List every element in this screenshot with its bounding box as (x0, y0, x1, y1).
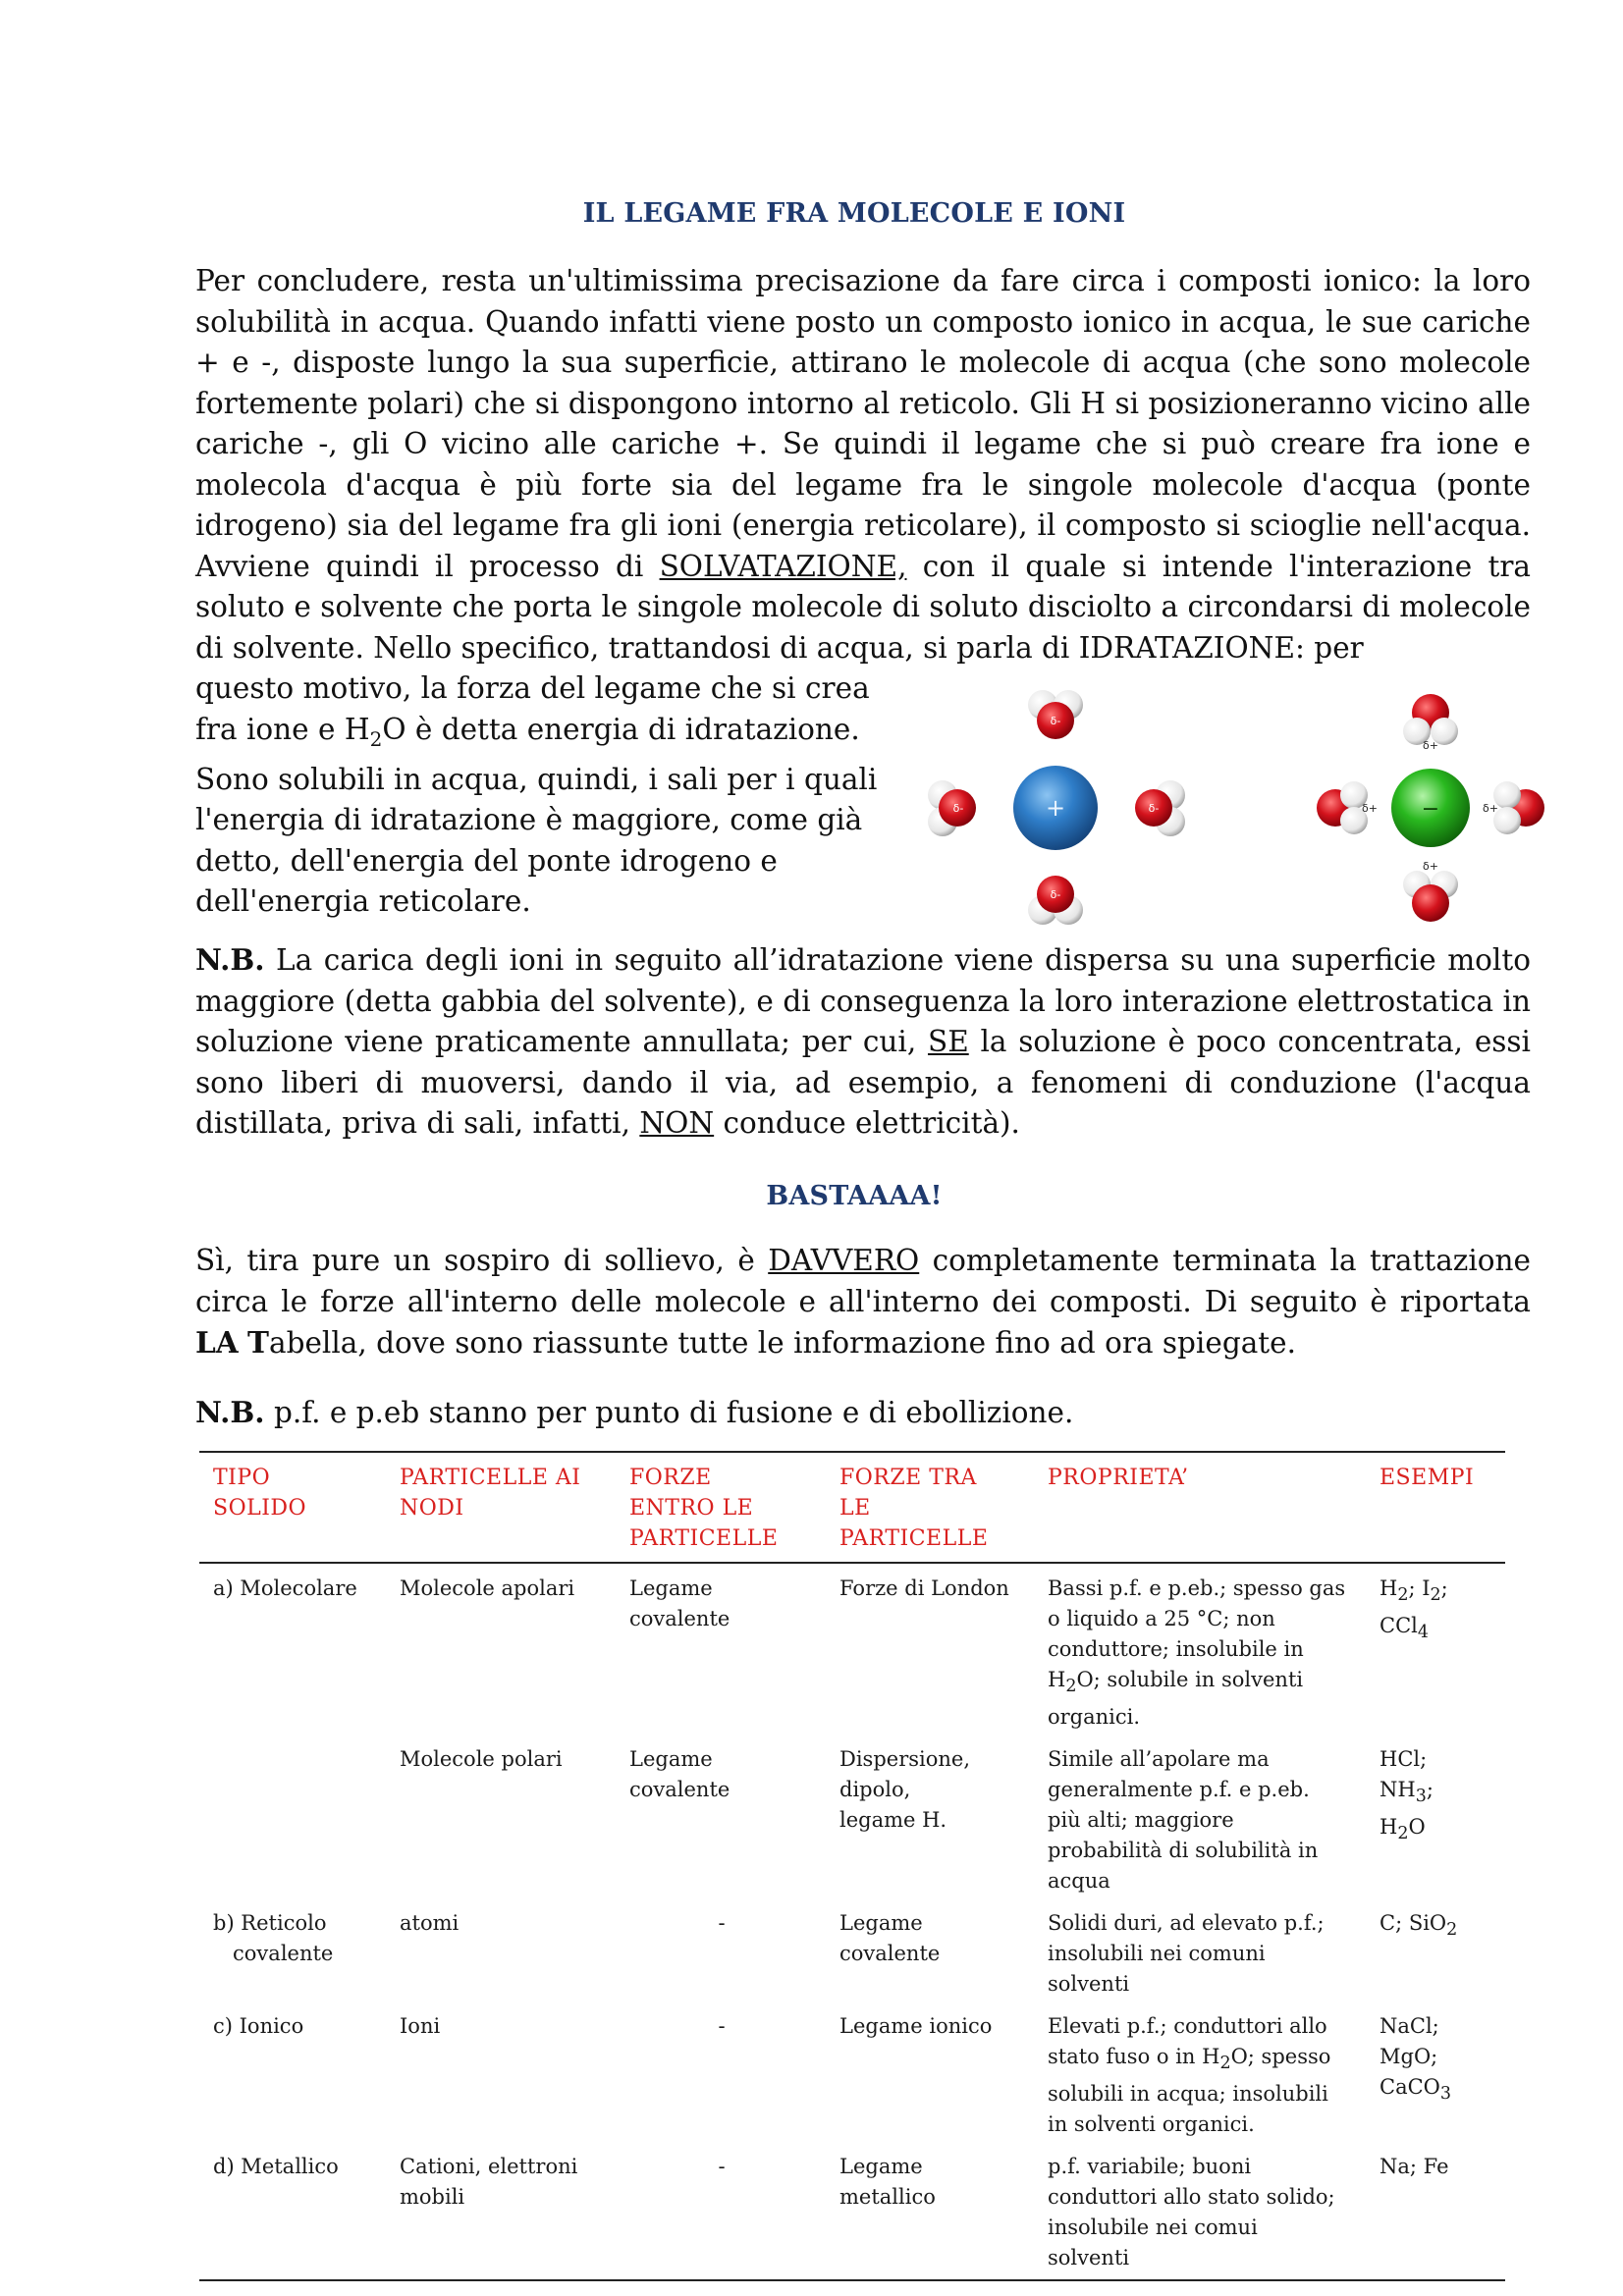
se-term: SE (927, 1025, 969, 1058)
cell-forze-tra: Dispersione, dipolo, legame H. (839, 1747, 971, 1833)
cation-hydration (928, 690, 1185, 925)
cell-forze-entro: - (616, 2146, 826, 2280)
subscript: 2 (369, 726, 383, 751)
nb-paragraph-1 (195, 939, 1531, 1145)
water-molecule-bottom (1403, 860, 1458, 922)
tabella-initial: T (247, 1325, 269, 1360)
cation-sign: + (1045, 794, 1066, 822)
table-row (199, 2005, 1505, 2146)
header-esempi: ESEMPI (1366, 1452, 1505, 1563)
cell-proprieta: p.f. variabile; buoni conduttori allo stato solido; insolubile nei comui solventi (1034, 2146, 1366, 2280)
cell-proprieta: Elevati p.f.; conduttori allo stato fuso o in $H_2O$; spesso solubili in acqua; insolubili in solventi organici. (1048, 2014, 1331, 2137)
nb2-text: p.f. e p.eb stanno per punto di fusione e di ebollizione. (264, 1396, 1074, 1429)
table-row (199, 1738, 1505, 1902)
cell-esempi: $H_2$; $I_2$; CCl$_4$ (1380, 1576, 1448, 1643)
cell-particelle: Cationi, elettroni mobili (386, 2146, 616, 2280)
davvero-term: DAVVERO (768, 1244, 920, 1277)
cell-esempi: C; SiO$_2$ (1380, 1911, 1458, 1941)
basta-heading: BASTAAAA! (766, 1181, 943, 1211)
la-term: LA (195, 1325, 239, 1360)
solvatazione-term: SOLVATAZIONE, (659, 549, 907, 583)
cell-tipo: c) Ionico (213, 2014, 304, 2039)
delta-plus-label: δ+ (1362, 802, 1378, 815)
delta-plus-label: δ+ (1423, 860, 1438, 873)
table-row (199, 1563, 1505, 1738)
closing-text-1: Sì, tira pure un sospiro di sollievo, è (195, 1244, 769, 1277)
cell-particelle: atomi (400, 1911, 460, 1936)
cell-esempi: HCl; $NH_3$; $H_2O$ (1380, 1747, 1434, 1844)
water-molecule-top (1028, 690, 1083, 739)
hydration-line-2b: O è detta energia di idratazione. (382, 712, 860, 746)
cell-tipo: a) Molecolare (213, 1576, 357, 1600)
solids-table (199, 1451, 1505, 2281)
nb1-text-1: La carica degli ioni in seguito all’idratazione viene dispersa su una superficie molto maggiore (detta gabbia del solvente), e di conseguenza la loro interazione elettrostatica in soluzione viene praticamente annullata; per cui, (195, 943, 1531, 1058)
closing-text-2: completamente terminata la trattazione circa le forze all'interno delle molecole e all'interno dei composti. Di seguito è riportata (195, 1244, 1532, 1318)
header-tipo: TIPO SOLIDO (199, 1452, 386, 1563)
hydration-diagram (913, 677, 1561, 942)
cell-forze-tra: Legame covalente (839, 1911, 941, 1966)
non-term: NON (639, 1106, 715, 1140)
delta-minus-label: δ- (1050, 888, 1061, 901)
cell-tipo (199, 1738, 386, 1902)
cell-forze-entro: - (718, 2014, 726, 2039)
delta-plus-label: δ+ (1483, 802, 1498, 815)
cell-forze-tra: Legame metallico (826, 2146, 1034, 2280)
header-forze-tra: FORZE TRA LE PARTICELLE (826, 1452, 1034, 1563)
hydration-line-6: dell'energia reticolare. (195, 884, 531, 919)
nb1-text-3: conduce elettricità). (714, 1106, 1020, 1140)
nb1-text-2: la soluzione è poco concentrata, essi sono liberi di muoversi, dando il via, ad esempio, a fenomeni di conduzione (l'acqua distillata, priva di sali, infatti, (195, 1025, 1531, 1140)
delta-plus-label: δ+ (1423, 739, 1438, 752)
hydration-line-4: l'energia di idratazione è maggiore, come già (195, 803, 863, 837)
table-row (199, 2146, 1505, 2280)
cell-forze-tra: Legame ionico (839, 2014, 993, 2039)
delta-minus-label: δ- (952, 802, 964, 815)
cell-tipo: b) Reticolo covalente (213, 1911, 334, 1966)
cell-forze-entro: - (718, 1911, 726, 1936)
nb-label: N.B. (195, 942, 265, 977)
water-molecule-right (1135, 780, 1185, 836)
hydration-line-2 (195, 710, 902, 760)
anion-hydration (1317, 694, 1544, 922)
header-forze-entro: FORZE ENTRO LE PARTICELLE (616, 1452, 826, 1563)
header-proprieta: PROPRIETA’ (1034, 1452, 1366, 1563)
cell-particelle: Molecole apolari (400, 1576, 575, 1600)
water-molecule-right (1483, 781, 1544, 834)
hydration-line-1: questo motivo, la forza del legame che si crea (195, 671, 870, 705)
intro-text-2: con il quale si intende l'interazione tra soluto e solvente che porta le singole molecole di soluto disciolto a circondarsi di molecole di solvente. Nello specifico, trattandosi di acqua, si parla di IDRATAZIONE: per (195, 549, 1532, 665)
cell-esempi: NaCl; MgO; CaCO$_3$ (1380, 2014, 1452, 2105)
cell-tipo: d) Metallico (199, 2146, 386, 2280)
intro-paragraph (195, 261, 1531, 668)
table-row (199, 1902, 1505, 2005)
cell-particelle: Molecole polari (400, 1747, 563, 1772)
nb-label: N.B. (195, 1395, 265, 1429)
water-molecule-left (928, 780, 976, 836)
cell-esempi: Na; Fe (1366, 2146, 1505, 2280)
cell-forze-entro: Legame covalente (629, 1747, 730, 1802)
cell-forze-tra: Forze di London (839, 1576, 1009, 1600)
water-molecule-bottom (1028, 876, 1083, 925)
page-title: IL LEGAME FRA MOLECOLE E IONI (582, 198, 1126, 229)
cell-proprieta: Bassi p.f. e p.eb.; spesso gas o liquido a 25 °C; non conduttore; insolubile in $H_2O$; solubile in solventi organici. (1048, 1576, 1346, 1730)
cell-particelle: Ioni (400, 2014, 441, 2039)
delta-minus-label: δ- (1148, 802, 1160, 815)
hydration-line-2a: fra ione e H (195, 712, 370, 746)
nb-paragraph-2 (195, 1392, 1531, 1434)
table-header-row (199, 1452, 1505, 1563)
water-molecule-top (1403, 694, 1458, 752)
hydration-line-3: Sono solubili in acqua, quindi, i sali per i quali (195, 762, 878, 796)
hydration-text (195, 668, 902, 923)
cell-proprieta: Solidi duri, ad elevato p.f.; insolubili nei comuni solventi (1048, 1911, 1325, 1997)
anion-sign: − (1421, 797, 1440, 822)
cell-proprieta: Simile all’apolare ma generalmente p.f. e p.eb. più alti; maggiore probabilità di solubilità in acqua (1048, 1747, 1319, 1894)
intro-text-1: Per concludere, resta un'ultimissima precisazione da fare circa i composti ionico: la loro solubilità in acqua. Quando infatti viene posto un composto ionico in acqua, le sue cariche + e -, disposte lungo la sua superficie, attirano le molecole di acqua (che sono molecole fortemente polari) che si dispongono intorno al reticolo. Gli H si posizioneranno vicino alle cariche -, gli O vicino alle cariche +. Se quindi il legame che si può creare fra ione e molecola d'acqua è più forte sia del legame fra le singole molecole d'acqua (ponte idrogeno) sia del legame fra gli ioni (energia reticolare), il composto si scioglie nell'acqua. Avviene quindi il processo di (195, 264, 1531, 583)
cell-forze-entro: Legame covalente (629, 1576, 730, 1630)
closing-text-3: abella, dove sono riassunte tutte le informazione fino ad ora spiegate. (268, 1326, 1296, 1360)
header-particelle: PARTICELLE AI NODI (386, 1452, 616, 1563)
closing-paragraph (195, 1241, 1531, 1364)
hydration-line-5: detto, dell'energia del ponte idrogeno e (195, 843, 778, 878)
delta-minus-label: δ- (1050, 715, 1061, 727)
water-molecule-left (1317, 781, 1378, 834)
